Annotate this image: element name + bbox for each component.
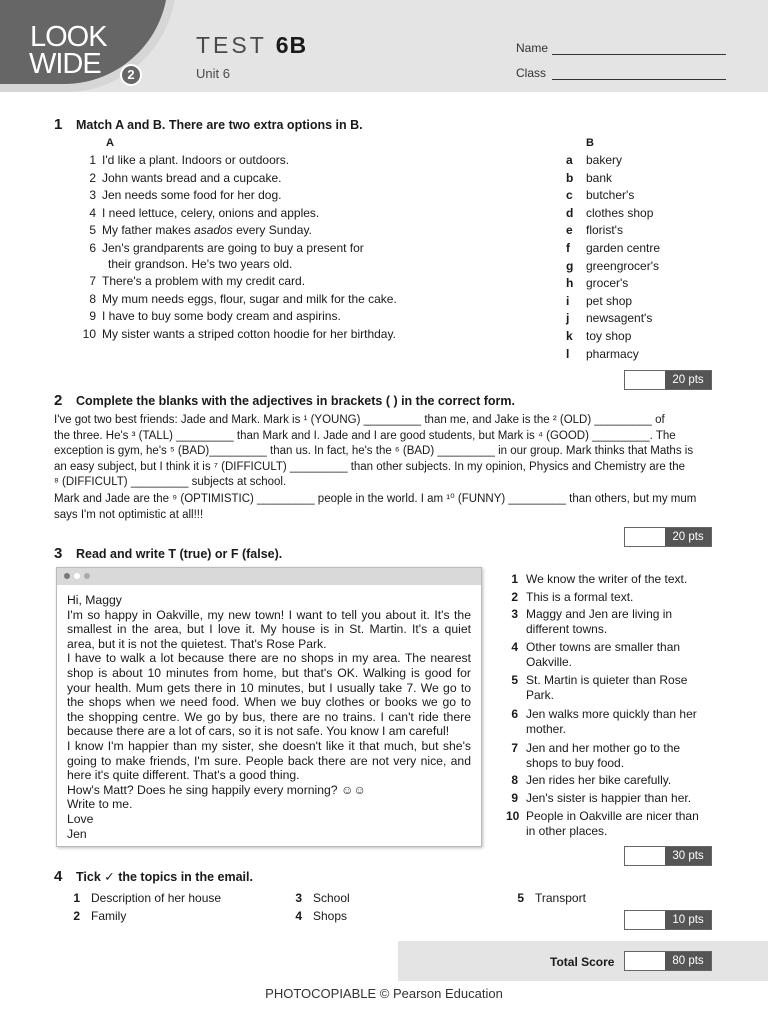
item-text: I have to buy some body cream and aspirins. <box>102 309 341 323</box>
test-prefix: TEST <box>196 32 267 58</box>
item-number: 4 <box>295 909 302 923</box>
points-label: 20 pts <box>665 528 711 546</box>
logo-line-1: LOOK <box>30 21 107 53</box>
item-number: 6 <box>89 241 96 255</box>
item-number: c <box>566 188 573 203</box>
item-text: I'd like a plant. Indoors or outdoors. <box>102 153 290 167</box>
points-box[interactable] <box>624 910 712 930</box>
page-header <box>0 0 768 92</box>
item-text: their grandson. He's two years old. <box>108 257 293 271</box>
item-number: i <box>566 293 570 308</box>
item-number: 10 <box>506 809 520 823</box>
fill-in-line[interactable]: ⁸ (DIFFICULT) _________ subjects at school. <box>54 476 287 489</box>
window-dot-icon <box>74 573 80 579</box>
item-text: John wants bread and a cupcake. <box>102 171 282 185</box>
item-text: pharmacy <box>586 346 639 361</box>
item-number: 3 <box>511 607 518 621</box>
total-points-label: 80 pts <box>665 952 711 970</box>
item-number: 8 <box>511 773 518 787</box>
item-number: 2 <box>89 171 96 185</box>
item-number: 2 <box>511 590 518 604</box>
item-text: Jen rides her bike carefully. <box>526 773 672 787</box>
item-text: newsagent's <box>586 311 653 326</box>
test-title <box>196 32 307 59</box>
item-number: 1 <box>511 572 518 586</box>
item-number: b <box>566 170 574 185</box>
item-number: 1 <box>89 153 96 167</box>
item-number: 5 <box>517 891 524 905</box>
item-text: There's a problem with my credit card. <box>102 274 306 288</box>
email-paragraph: Love <box>67 811 94 826</box>
item-text: My sister wants a striped cotton hoodie for her birthday. <box>102 327 396 341</box>
item-text: Jen walks more quickly than her mother. <box>526 707 697 736</box>
section-instruction: Complete the blanks with the adjectives in brackets ( ) in the correct form. <box>76 394 515 408</box>
fill-in-line[interactable]: says I'm not optimistic at all!!! <box>54 508 204 521</box>
item-number: 1 <box>73 891 80 905</box>
item-number: 7 <box>511 741 518 755</box>
item-number: f <box>566 241 570 255</box>
item-number: 7 <box>89 274 96 288</box>
points-box[interactable] <box>624 846 712 866</box>
item-text: clothes shop <box>586 205 654 220</box>
item-text: We know the writer of the text. <box>526 572 688 586</box>
item-number: 3 <box>295 891 302 905</box>
item-text: Other towns are smaller than Oakville. <box>526 640 681 669</box>
email-body <box>57 585 481 841</box>
item-number: 4 <box>89 206 96 220</box>
item-number: 9 <box>89 309 96 323</box>
item-number: k <box>566 329 573 343</box>
section-number: 1 <box>54 116 63 133</box>
points-label: 20 pts <box>665 371 711 389</box>
email-paragraph: I'm so happy in Oakville, my new town! I want to tell you about it. It's the smallest in the area, but I love it. My house is in St. Martin. It's a quiet area, but it is not the quietest. That's Rose Park. <box>67 607 471 651</box>
item-text: bakery <box>586 153 623 167</box>
item-text: Shops <box>313 909 348 923</box>
item-number: 5 <box>511 673 518 687</box>
item-text: This is a formal text. <box>526 590 634 604</box>
section-instruction: Tick ✓ the topics in the email. <box>76 870 253 884</box>
section-1-heading <box>54 116 363 133</box>
email-title-bar <box>57 568 481 585</box>
fill-in-line[interactable]: Mark and Jade are the ⁹ (OPTIMISTIC) _________ people in the world. I am ¹⁰ (FUNNY) _________ than others, but my mum <box>54 492 697 505</box>
item-text: greengrocer's <box>586 258 659 273</box>
points-label: 30 pts <box>665 847 711 865</box>
email-paragraph: Hi, Maggy <box>67 593 122 607</box>
email-paragraph: Write to me. <box>67 797 133 812</box>
item-number: e <box>566 223 573 238</box>
item-number: 2 <box>73 909 80 923</box>
total-score-label: Total Score <box>550 955 615 969</box>
fill-in-line[interactable]: I've got two best friends: Jade and Mark. Mark is ¹ (YOUNG) _________ than me, and Jake is the ² (OLD) _________ of <box>54 414 665 426</box>
section-3-heading <box>54 545 282 562</box>
item-number: 3 <box>89 188 96 202</box>
test-number: 6B <box>275 32 308 58</box>
email-paragraph: I have to walk a lot because there are no shops in my area. The nearest shop is about 10 minutes from home, but that's OK. Walking is good for your health. Mum gets there in 10 minutes, but I usually take 7. We go to the shops when we need food. When we buy clothes or books we go to the shopping centre. We go by bus, there are no trains. I can't ride there because there are a lot of cars, so it is not safe. You know I am careful! <box>67 651 471 739</box>
window-dot-icon <box>64 573 70 579</box>
total-points-box[interactable] <box>624 951 712 971</box>
item-text: Transport <box>535 891 586 905</box>
class-line[interactable] <box>552 79 726 80</box>
class-field[interactable] <box>516 66 546 80</box>
item-number: a <box>566 153 573 167</box>
class-label: Class <box>516 66 547 80</box>
item-text: Description of her house <box>91 891 222 905</box>
item-number: 5 <box>89 223 96 237</box>
item-number: 6 <box>511 707 518 721</box>
item-text: St. Martin is quieter than Rose Park. <box>526 673 688 702</box>
name-label: Name <box>516 41 549 55</box>
item-text: garden centre <box>586 241 661 255</box>
window-dot-icon <box>84 573 90 579</box>
fill-in-line[interactable]: an easy subject, but I think it is ⁷ (DIFFICULT) _________ than other subjects. In my opinion, Physics and Chemistry are the <box>54 460 685 473</box>
points-box[interactable] <box>624 370 712 390</box>
item-number: 10 <box>82 327 96 341</box>
points-label: 10 pts <box>665 911 711 929</box>
item-text: Jen needs some food for her dog. <box>102 188 282 202</box>
column-a-heading: A <box>106 137 114 149</box>
logo-level-badge: 2 <box>120 64 142 86</box>
item-text: Jen's sister is happier than her. <box>526 791 692 805</box>
section-instruction: Match A and B. There are two extra options in B. <box>76 118 363 132</box>
item-text: butcher's <box>586 188 635 203</box>
item-number: g <box>566 258 574 273</box>
email-paragraph: How's Matt? Does he sing happily every morning? ☺☺ <box>67 782 366 797</box>
section-number: 3 <box>54 545 63 562</box>
name-field[interactable] <box>516 41 548 55</box>
item-text: My father makes asados every Sunday. <box>102 223 312 237</box>
name-line[interactable] <box>552 54 726 55</box>
logo-line-2: WIDE <box>29 48 101 80</box>
item-text: Jen's grandparents are going to buy a present for <box>102 241 364 255</box>
section-instruction: Read and write T (true) or F (false). <box>76 547 283 561</box>
item-text: grocer's <box>586 276 629 291</box>
section-4-heading <box>54 868 253 885</box>
item-text: bank <box>586 170 613 185</box>
item-text: Jen and her mother go to the shops to buy food. <box>526 741 681 770</box>
item-text: People in Oakville are nicer than in other places. <box>526 809 699 838</box>
item-number: 9 <box>511 791 518 805</box>
fill-in-line[interactable]: the three. He's ³ (TALL) _________ than Mark and I. Jade and I are good students, but Mark is ⁴ (GOOD) _________. The <box>54 429 676 442</box>
email-paragraph: Jen <box>67 826 87 841</box>
page-footer: PHOTOCOPIABLE © Pearson Education <box>265 986 503 1001</box>
email-paragraph: I know I'm happier than my sister, she doesn't like it that much, but she's going to make friends, I'm sure. People back there are not very nice, and here it's quite different. That's a good thing. <box>67 738 471 783</box>
column-b-heading: B <box>586 137 594 149</box>
item-number: 8 <box>89 292 96 306</box>
email-window <box>56 567 482 847</box>
section-number: 2 <box>54 392 63 409</box>
item-number: l <box>566 346 570 361</box>
points-box[interactable] <box>624 527 712 547</box>
item-number: 4 <box>511 640 518 654</box>
item-text: School <box>313 891 350 905</box>
unit-label: Unit 6 <box>196 66 230 81</box>
item-text: Maggy and Jen are living in different towns. <box>526 607 673 636</box>
section-2-text[interactable] <box>54 413 704 523</box>
section-2-heading <box>54 392 515 409</box>
section-number: 4 <box>54 868 63 885</box>
item-text: pet shop <box>586 293 633 308</box>
item-text: I need lettuce, celery, onions and apples. <box>102 206 320 220</box>
item-number: d <box>566 205 574 220</box>
item-text: florist's <box>586 223 623 238</box>
item-number: j <box>566 311 570 326</box>
item-text: Family <box>91 909 127 923</box>
item-number: h <box>566 276 574 291</box>
fill-in-line[interactable]: exception is gym, he's ⁵ (BAD)_________ than us. In fact, he's the ⁶ (BAD) _________ in our group. Mark thinks that Maths is <box>54 445 694 458</box>
item-text: toy shop <box>586 329 632 343</box>
item-text: My mum needs eggs, flour, sugar and milk for the cake. <box>102 292 397 306</box>
